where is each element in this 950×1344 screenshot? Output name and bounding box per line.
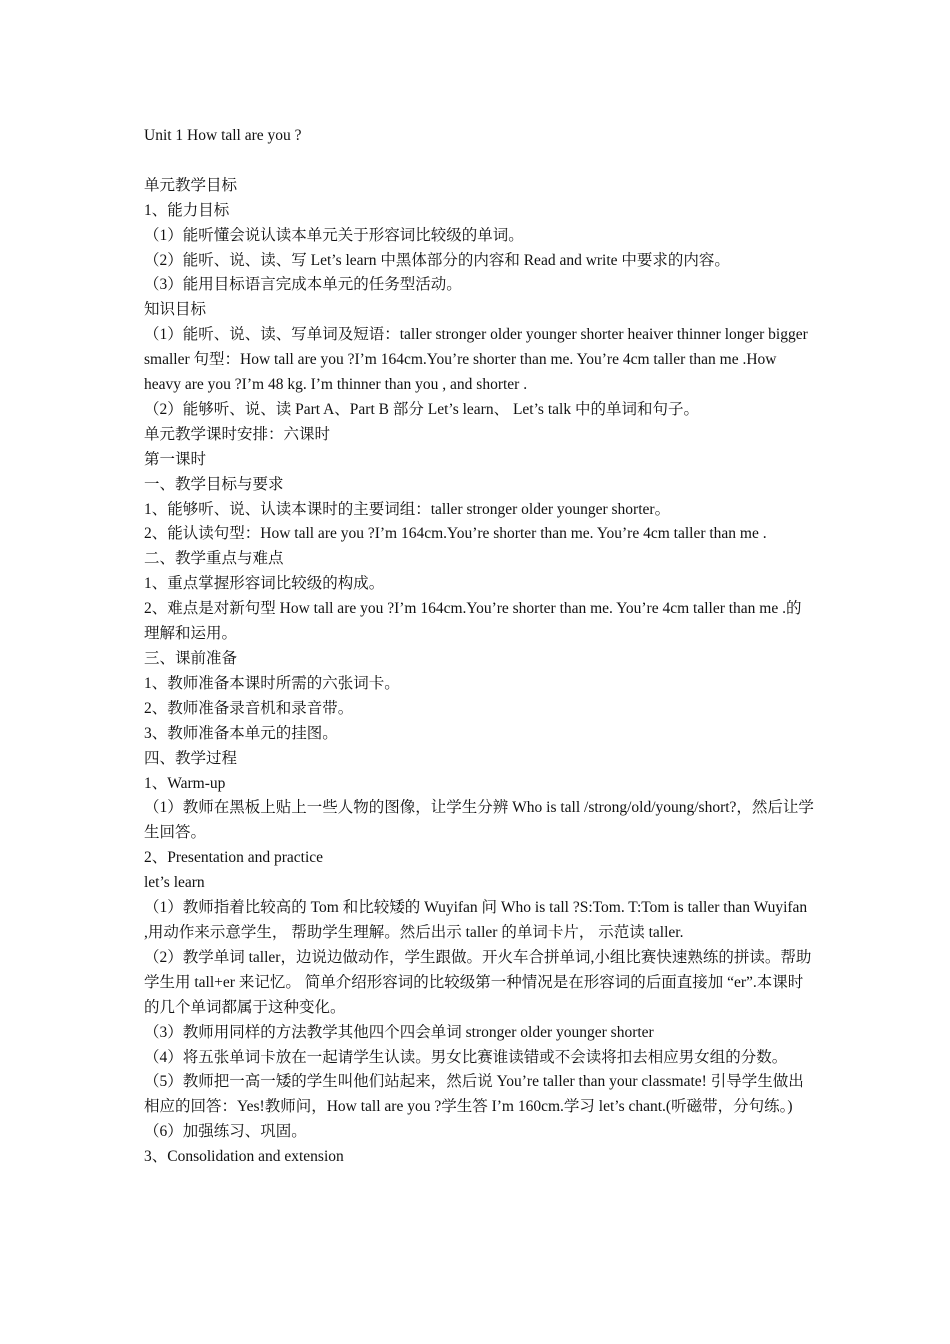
text-line: 第一课时 bbox=[144, 450, 207, 468]
text-line: 2、Presentation and practice bbox=[144, 849, 324, 867]
text-line: 1、能够听、说、认读本课时的主要词组：taller stronger older younger shorter。 bbox=[144, 500, 671, 518]
text-line: （1）能听懂会说认读本单元关于形容词比较级的单词。 bbox=[144, 226, 524, 244]
text-line: 3、Consolidation and extension bbox=[144, 1148, 344, 1166]
text-line: 二、教学重点与难点 bbox=[144, 550, 284, 568]
text-line: 1、能力目标 bbox=[144, 201, 230, 219]
text-line: 2、能认读句型：How tall are you ?I’m 164cm.You’re shorter than me. You’re 4cm taller than me . bbox=[144, 525, 767, 543]
blank-line bbox=[144, 149, 814, 174]
text-line: （1）教师指着比较高的 Tom 和比较矮的 Wuyifan 问 Who is tall ?S:Tom. T:Tom is taller than Wuyifan ,用动作来示意学生， 帮助学生理解。然后出示 taller 的单词卡片， 示范读 taller. bbox=[144, 899, 808, 941]
text-line: （1）能听、说、读、写单词及短语：taller stronger older younger shorter heaiver thinner longer bigger smaller 句型：How tall are you ?I’m 164cm.You’re shorter than me. You’re 4cm taller than me .How heavy are you ?I’m 48 kg. I’m thinner than you , and shorter . bbox=[144, 326, 808, 394]
document-body bbox=[144, 124, 814, 1170]
text-line: （2）教学单词 taller，边说边做动作，学生跟做。开火车合拼单词,小组比赛快速熟练的拼读。帮助学生用 tall+er 来记忆。 简单介绍形容词的比较级第一种情况是在形容词的后面直接加 “er”.本课时的几个单词都属于这种变化。 bbox=[144, 948, 812, 1016]
text-line: let’s learn bbox=[144, 874, 205, 892]
text-line: 单元教学目标 bbox=[144, 176, 238, 194]
text-line: （1）教师在黑板上贴上一些人物的图像，让学生分辨 Who is tall /strong/old/young/short?，然后让学生回答。 bbox=[144, 799, 814, 842]
text-line: （3）教师用同样的方法教学其他四个四会单词 stronger older younger shorter bbox=[144, 1023, 654, 1041]
text-line: 1、教师准备本课时所需的六张词卡。 bbox=[144, 674, 400, 692]
text-line: （6）加强练习、巩固。 bbox=[144, 1123, 307, 1141]
text-line: （2）能够听、说、读 Part A、Part B 部分 Let’s learn、 Let’s talk 中的单词和句子。 bbox=[144, 400, 699, 418]
text-line: 2、教师准备录音机和录音带。 bbox=[144, 699, 354, 717]
text-line: 四、教学过程 bbox=[144, 749, 238, 767]
text-line: （3）能用目标语言完成本单元的任务型活动。 bbox=[144, 276, 462, 294]
text-line: 1、重点掌握形容词比较级的构成。 bbox=[144, 575, 385, 593]
text-line: 3、教师准备本单元的挂图。 bbox=[144, 724, 338, 742]
text-line: 2、难点是对新句型 How tall are you ?I’m 164cm.You’re shorter than me. You’re 4cm taller than me .的理解和运用。 bbox=[144, 600, 802, 643]
text-line: （2）能听、说、读、写 Let’s learn 中黑体部分的内容和 Read and write 中要求的内容。 bbox=[144, 251, 730, 269]
document-title: Unit 1 How tall are you ? bbox=[144, 127, 302, 144]
text-line: 知识目标 bbox=[144, 301, 207, 319]
text-line: （5）教师把一高一矮的学生叫他们站起来，然后说 You’re taller than your classmate! 引导学生做出相应的回答：Yes!教师问，How tall are you ?学生答 I’m 160cm.学习 let’s chant.(听磁带，分句练。) bbox=[144, 1073, 804, 1116]
text-line: 一、教学目标与要求 bbox=[144, 475, 284, 493]
text-line: 1、Warm-up bbox=[144, 774, 226, 792]
text-line: 单元教学课时安排：六课时 bbox=[144, 425, 331, 443]
text-line: （4）将五张单词卡放在一起请学生认读。男女比赛谁读错或不会读将扣去相应男女组的分数。 bbox=[144, 1048, 788, 1066]
text-line: 三、课前准备 bbox=[144, 650, 238, 668]
